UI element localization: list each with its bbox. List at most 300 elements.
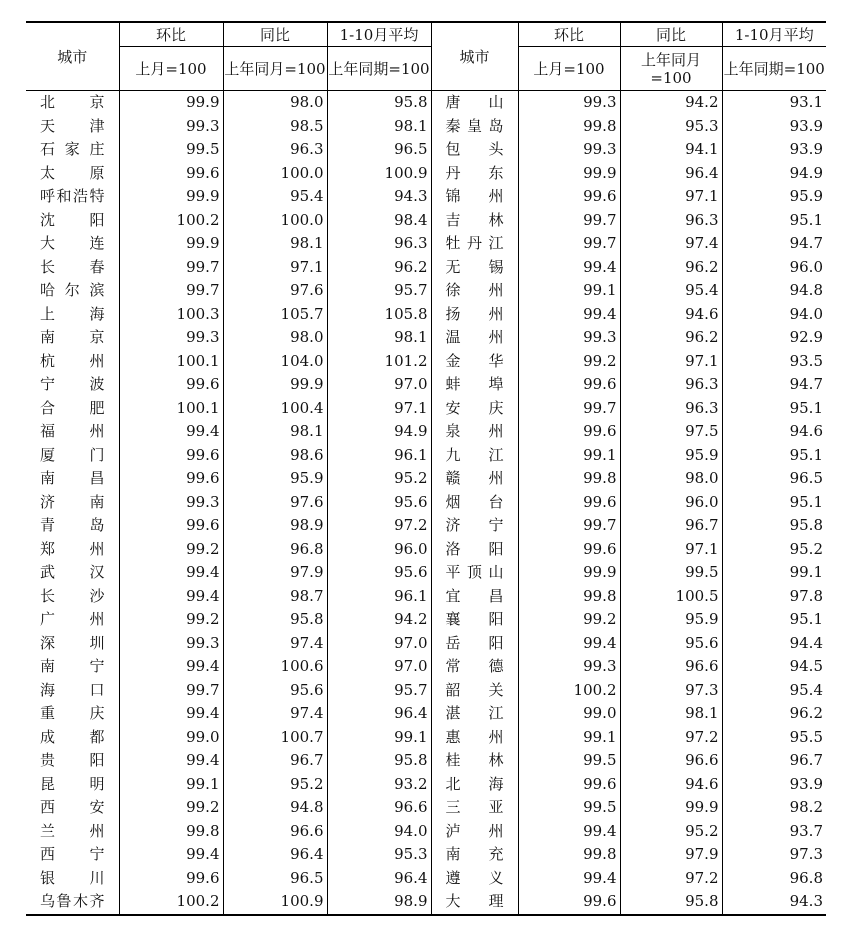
yoy-value-left: 97.4 [223, 702, 327, 726]
ytd-value-left: 95.3 [327, 843, 431, 867]
ytd-value-right: 92.9 [722, 326, 826, 350]
city-name-right: 韶关 [431, 679, 518, 703]
yoy-value-left: 98.0 [223, 326, 327, 350]
ytd-value-left: 98.9 [327, 890, 431, 915]
city-name-right: 无锡 [431, 256, 518, 280]
city-name-right: 遵义 [431, 867, 518, 891]
yoy-value-right: 95.9 [620, 444, 722, 468]
ytd-value-right: 94.9 [722, 162, 826, 186]
yoy-value-left: 95.2 [223, 773, 327, 797]
mom-value-left: 99.9 [119, 91, 223, 115]
city-name-left: 天津 [40, 116, 105, 135]
city-name-right: 北海 [431, 773, 518, 797]
table-row [26, 702, 826, 726]
table-row [26, 467, 826, 491]
yoy-value-right: 94.2 [620, 91, 722, 115]
ytd-value-left: 97.0 [327, 655, 431, 679]
yoy-value-right: 97.1 [620, 538, 722, 562]
mom-value-left: 99.8 [119, 820, 223, 844]
city-name-left: 成都 [40, 727, 105, 746]
mom-value-left: 99.2 [119, 796, 223, 820]
ytd-value-right: 96.7 [722, 749, 826, 773]
ytd-value-right: 97.8 [722, 585, 826, 609]
city-name-left: 西宁 [40, 845, 105, 863]
ytd-value-left: 98.1 [327, 326, 431, 350]
mom-value-left: 99.3 [119, 326, 223, 350]
city-name-right: 金华 [431, 350, 518, 374]
table-row [26, 279, 826, 303]
city-name-right: 唐山 [431, 91, 518, 115]
mom-value-left: 99.6 [119, 373, 223, 397]
mom-value-right: 99.7 [518, 209, 620, 233]
yoy-value-right: 96.6 [620, 749, 722, 773]
yoy-value-right: 97.4 [620, 232, 722, 256]
table-row [26, 256, 826, 280]
table-row [26, 749, 826, 773]
mom-value-left: 99.1 [119, 773, 223, 797]
ytd-value-right: 94.6 [722, 420, 826, 444]
city-name-left: 重庆 [40, 704, 105, 722]
city-name-left: 贵阳 [40, 751, 105, 769]
city-name-left: 哈尔滨 [40, 281, 105, 299]
ytd-value-left: 95.7 [327, 279, 431, 303]
yoy-value-right: 100.5 [620, 585, 722, 609]
city-name-right: 蚌埠 [431, 373, 518, 397]
header-yoy-right: 同比 [620, 22, 722, 47]
city-name-right: 温州 [431, 326, 518, 350]
city-name-right: 秦皇岛 [431, 115, 518, 139]
yoy-value-left: 100.6 [223, 655, 327, 679]
yoy-value-right: 96.2 [620, 256, 722, 280]
city-name-right: 牡丹江 [431, 232, 518, 256]
yoy-value-left: 100.9 [223, 890, 327, 915]
city-name-left: 银川 [40, 868, 105, 887]
yoy-value-right: 97.3 [620, 679, 722, 703]
mom-value-left: 99.4 [119, 655, 223, 679]
header-yoy-base-left: 上年同月=100 [223, 47, 327, 91]
mom-value-right: 99.6 [518, 538, 620, 562]
ytd-value-left: 95.8 [327, 91, 431, 115]
table-row [26, 209, 826, 233]
city-name-left: 深圳 [40, 633, 105, 652]
mom-value-right: 99.3 [518, 655, 620, 679]
city-name-left: 上海 [40, 304, 105, 323]
mom-value-right: 99.6 [518, 491, 620, 515]
ytd-value-left: 97.0 [327, 373, 431, 397]
mom-value-right: 99.4 [518, 820, 620, 844]
mom-value-right: 99.1 [518, 726, 620, 750]
mom-value-right: 99.3 [518, 326, 620, 350]
city-name-right: 泸州 [431, 820, 518, 844]
city-name-right: 烟台 [431, 491, 518, 515]
yoy-value-left: 96.8 [223, 538, 327, 562]
yoy-value-left: 97.6 [223, 279, 327, 303]
mom-value-left: 99.3 [119, 632, 223, 656]
ytd-value-right: 94.4 [722, 632, 826, 656]
mom-value-left: 99.4 [119, 702, 223, 726]
yoy-value-right: 96.3 [620, 397, 722, 421]
ytd-value-right: 96.8 [722, 867, 826, 891]
table-row [26, 514, 826, 538]
mom-value-right: 99.8 [518, 843, 620, 867]
ytd-value-left: 95.2 [327, 467, 431, 491]
city-name-right: 惠州 [431, 726, 518, 750]
mom-value-left: 99.5 [119, 138, 223, 162]
ytd-value-right: 95.4 [722, 679, 826, 703]
ytd-value-right: 94.7 [722, 373, 826, 397]
ytd-value-left: 96.0 [327, 538, 431, 562]
ytd-value-left: 94.9 [327, 420, 431, 444]
header-yoy-base-right: 上年同月=100 [620, 47, 722, 91]
mom-value-left: 99.0 [119, 726, 223, 750]
ytd-value-right: 98.2 [722, 796, 826, 820]
ytd-value-right: 95.1 [722, 209, 826, 233]
header-row-2 [26, 47, 826, 91]
mom-value-right: 99.6 [518, 185, 620, 209]
yoy-value-right: 96.7 [620, 514, 722, 538]
yoy-value-left: 96.5 [223, 867, 327, 891]
yoy-value-left: 100.0 [223, 162, 327, 186]
ytd-value-left: 96.1 [327, 585, 431, 609]
ytd-value-right: 94.7 [722, 232, 826, 256]
ytd-value-right: 95.8 [722, 514, 826, 538]
table-row [26, 561, 826, 585]
table-row [26, 843, 826, 867]
ytd-value-left: 96.3 [327, 232, 431, 256]
city-name-right: 泉州 [431, 420, 518, 444]
yoy-value-left: 96.7 [223, 749, 327, 773]
mom-value-right: 99.3 [518, 138, 620, 162]
ytd-value-right: 96.2 [722, 702, 826, 726]
mom-value-left: 100.2 [119, 890, 223, 915]
city-name-left: 北京 [40, 93, 105, 111]
yoy-value-right: 97.2 [620, 867, 722, 891]
ytd-value-left: 97.1 [327, 397, 431, 421]
mom-value-right: 99.2 [518, 350, 620, 374]
ytd-value-left: 99.1 [327, 726, 431, 750]
mom-value-left: 99.3 [119, 115, 223, 139]
city-name-left: 合肥 [40, 398, 105, 417]
yoy-value-right: 95.9 [620, 608, 722, 632]
ytd-value-right: 95.5 [722, 726, 826, 750]
city-name-right: 襄阳 [431, 608, 518, 632]
yoy-value-left: 98.7 [223, 585, 327, 609]
city-name-right: 包头 [431, 138, 518, 162]
yoy-value-right: 97.1 [620, 350, 722, 374]
yoy-value-right: 99.5 [620, 561, 722, 585]
yoy-value-left: 99.9 [223, 373, 327, 397]
city-name-right: 锦州 [431, 185, 518, 209]
header-city-left: 城市 [26, 22, 119, 91]
city-name-right: 三亚 [431, 796, 518, 820]
mom-value-right: 99.7 [518, 514, 620, 538]
city-name-left: 长沙 [40, 586, 105, 605]
table-row [26, 867, 826, 891]
table-row [26, 608, 826, 632]
ytd-value-left: 96.5 [327, 138, 431, 162]
table-row [26, 655, 826, 679]
yoy-value-left: 95.6 [223, 679, 327, 703]
city-name-left: 兰州 [40, 821, 105, 840]
ytd-value-left: 95.6 [327, 561, 431, 585]
city-name-left: 南宁 [40, 657, 105, 675]
mom-value-left: 99.4 [119, 420, 223, 444]
mom-value-right: 99.1 [518, 279, 620, 303]
ytd-value-right: 99.1 [722, 561, 826, 585]
city-name-right: 赣州 [431, 467, 518, 491]
mom-value-right: 100.2 [518, 679, 620, 703]
ytd-value-right: 95.1 [722, 397, 826, 421]
table-row [26, 820, 826, 844]
mom-value-right: 99.9 [518, 162, 620, 186]
yoy-value-left: 97.6 [223, 491, 327, 515]
mom-value-left: 100.1 [119, 397, 223, 421]
mom-value-right: 99.7 [518, 397, 620, 421]
yoy-value-left: 98.1 [223, 420, 327, 444]
header-ytd-base-left: 上年同期=100 [327, 47, 431, 91]
city-name-left: 武汉 [40, 563, 105, 581]
city-name-left: 厦门 [40, 445, 105, 464]
header-yoy-left: 同比 [223, 22, 327, 47]
table-row [26, 585, 826, 609]
table-row [26, 679, 826, 703]
ytd-value-right: 94.0 [722, 303, 826, 327]
header-mom-left: 环比 [119, 22, 223, 47]
ytd-value-left: 97.0 [327, 632, 431, 656]
yoy-value-right: 96.3 [620, 373, 722, 397]
city-name-right: 大理 [431, 890, 518, 915]
mom-value-right: 99.6 [518, 420, 620, 444]
city-name-left: 呼和浩特 [40, 187, 105, 205]
header-mom-base-left: 上月=100 [119, 47, 223, 91]
mom-value-left: 99.7 [119, 256, 223, 280]
yoy-value-right: 96.6 [620, 655, 722, 679]
ytd-value-left: 94.3 [327, 185, 431, 209]
yoy-value-right: 96.0 [620, 491, 722, 515]
yoy-value-right: 95.6 [620, 632, 722, 656]
ytd-value-right: 93.7 [722, 820, 826, 844]
yoy-value-left: 95.4 [223, 185, 327, 209]
ytd-value-right: 96.0 [722, 256, 826, 280]
table-row [26, 91, 826, 115]
mom-value-left: 99.4 [119, 749, 223, 773]
city-name-right: 岳阳 [431, 632, 518, 656]
mom-value-left: 100.2 [119, 209, 223, 233]
ytd-value-left: 94.2 [327, 608, 431, 632]
yoy-value-right: 94.6 [620, 773, 722, 797]
city-name-right: 济宁 [431, 514, 518, 538]
mom-value-right: 99.8 [518, 467, 620, 491]
city-name-right: 丹东 [431, 162, 518, 186]
ytd-value-left: 93.2 [327, 773, 431, 797]
table-row [26, 420, 826, 444]
ytd-value-left: 95.6 [327, 491, 431, 515]
yoy-value-right: 96.3 [620, 209, 722, 233]
yoy-value-right: 99.9 [620, 796, 722, 820]
city-name-left: 南昌 [40, 469, 105, 487]
mom-value-right: 99.8 [518, 585, 620, 609]
yoy-value-right: 97.2 [620, 726, 722, 750]
city-name-right: 九江 [431, 444, 518, 468]
ytd-value-left: 96.6 [327, 796, 431, 820]
header-city-right: 城市 [431, 22, 518, 91]
yoy-value-left: 104.0 [223, 350, 327, 374]
city-name-left: 海口 [40, 680, 105, 699]
yoy-value-left: 96.3 [223, 138, 327, 162]
city-name-left: 南京 [40, 328, 105, 346]
ytd-value-left: 94.0 [327, 820, 431, 844]
table-row [26, 796, 826, 820]
city-name-right: 常德 [431, 655, 518, 679]
city-name-right: 洛阳 [431, 538, 518, 562]
yoy-value-left: 97.9 [223, 561, 327, 585]
ytd-value-right: 94.5 [722, 655, 826, 679]
price-index-table [26, 21, 826, 916]
ytd-value-left: 96.2 [327, 256, 431, 280]
mom-value-left: 99.9 [119, 232, 223, 256]
table-row [26, 890, 826, 915]
table-row [26, 444, 826, 468]
city-name-left: 西安 [40, 798, 105, 816]
mom-value-left: 99.6 [119, 867, 223, 891]
ytd-value-right: 94.3 [722, 890, 826, 915]
city-name-left: 杭州 [40, 351, 105, 370]
ytd-value-left: 101.2 [327, 350, 431, 374]
ytd-value-left: 97.2 [327, 514, 431, 538]
city-name-right: 宜昌 [431, 585, 518, 609]
yoy-value-right: 94.6 [620, 303, 722, 327]
ytd-value-left: 95.7 [327, 679, 431, 703]
city-name-left: 宁波 [40, 375, 105, 393]
mom-value-left: 99.2 [119, 608, 223, 632]
yoy-value-left: 100.4 [223, 397, 327, 421]
mom-value-left: 99.6 [119, 467, 223, 491]
table-row [26, 185, 826, 209]
yoy-value-left: 97.4 [223, 632, 327, 656]
mom-value-right: 99.6 [518, 890, 620, 915]
city-name-left: 石家庄 [40, 140, 105, 158]
table-row [26, 232, 826, 256]
header-row-1 [26, 22, 826, 47]
city-name-left: 长春 [40, 257, 105, 276]
table-row [26, 138, 826, 162]
mom-value-right: 99.6 [518, 773, 620, 797]
mom-value-left: 99.3 [119, 491, 223, 515]
yoy-value-right: 94.1 [620, 138, 722, 162]
city-name-right: 安庆 [431, 397, 518, 421]
mom-value-right: 99.4 [518, 303, 620, 327]
yoy-value-right: 97.5 [620, 420, 722, 444]
table-row [26, 350, 826, 374]
ytd-value-right: 97.3 [722, 843, 826, 867]
yoy-value-right: 96.2 [620, 326, 722, 350]
yoy-value-left: 96.6 [223, 820, 327, 844]
yoy-value-right: 95.2 [620, 820, 722, 844]
mom-value-right: 99.7 [518, 232, 620, 256]
mom-value-left: 99.4 [119, 585, 223, 609]
ytd-value-left: 96.4 [327, 702, 431, 726]
city-name-right: 扬州 [431, 303, 518, 327]
yoy-value-left: 105.7 [223, 303, 327, 327]
ytd-value-right: 95.2 [722, 538, 826, 562]
table-row [26, 538, 826, 562]
mom-value-right: 99.3 [518, 91, 620, 115]
header-mom-base-right: 上月=100 [518, 47, 620, 91]
mom-value-left: 99.2 [119, 538, 223, 562]
mom-value-left: 99.4 [119, 843, 223, 867]
mom-value-right: 99.1 [518, 444, 620, 468]
ytd-value-right: 95.1 [722, 491, 826, 515]
yoy-value-left: 95.9 [223, 467, 327, 491]
mom-value-left: 100.3 [119, 303, 223, 327]
yoy-value-left: 98.5 [223, 115, 327, 139]
city-name-left: 昆明 [40, 774, 105, 793]
mom-value-right: 99.9 [518, 561, 620, 585]
mom-value-left: 99.4 [119, 561, 223, 585]
ytd-value-left: 98.4 [327, 209, 431, 233]
table-body [26, 91, 826, 915]
ytd-value-left: 100.9 [327, 162, 431, 186]
table-row [26, 326, 826, 350]
ytd-value-right: 95.9 [722, 185, 826, 209]
table-row [26, 491, 826, 515]
city-name-left: 太原 [40, 163, 105, 182]
yoy-value-left: 96.4 [223, 843, 327, 867]
yoy-value-left: 98.9 [223, 514, 327, 538]
city-name-left: 福州 [40, 422, 105, 440]
mom-value-right: 99.2 [518, 608, 620, 632]
city-name-left: 郑州 [40, 539, 105, 558]
ytd-value-right: 95.1 [722, 444, 826, 468]
yoy-value-left: 100.0 [223, 209, 327, 233]
table-row [26, 303, 826, 327]
mom-value-right: 99.5 [518, 749, 620, 773]
mom-value-right: 99.8 [518, 115, 620, 139]
yoy-value-right: 97.1 [620, 185, 722, 209]
table-row [26, 726, 826, 750]
ytd-value-right: 93.1 [722, 91, 826, 115]
ytd-value-left: 96.1 [327, 444, 431, 468]
table-row [26, 397, 826, 421]
yoy-value-right: 95.4 [620, 279, 722, 303]
ytd-value-left: 105.8 [327, 303, 431, 327]
mom-value-left: 100.1 [119, 350, 223, 374]
mom-value-left: 99.7 [119, 679, 223, 703]
header-ytd-base-right: 上年同期=100 [722, 47, 826, 91]
yoy-value-right: 96.4 [620, 162, 722, 186]
ytd-value-right: 94.8 [722, 279, 826, 303]
table-row [26, 773, 826, 797]
ytd-value-left: 96.4 [327, 867, 431, 891]
city-name-right: 桂林 [431, 749, 518, 773]
yoy-value-right: 95.3 [620, 115, 722, 139]
yoy-value-left: 94.8 [223, 796, 327, 820]
ytd-value-right: 93.9 [722, 138, 826, 162]
mom-value-left: 99.6 [119, 444, 223, 468]
city-name-left: 沈阳 [40, 210, 105, 229]
ytd-value-right: 93.9 [722, 773, 826, 797]
table-row [26, 373, 826, 397]
city-name-right: 湛江 [431, 702, 518, 726]
yoy-value-right: 98.0 [620, 467, 722, 491]
city-name-left: 青岛 [40, 516, 105, 534]
yoy-value-right: 97.9 [620, 843, 722, 867]
yoy-value-left: 98.1 [223, 232, 327, 256]
header-mom-right: 环比 [518, 22, 620, 47]
yoy-value-right: 98.1 [620, 702, 722, 726]
city-name-right: 平顶山 [431, 561, 518, 585]
yoy-value-left: 97.1 [223, 256, 327, 280]
